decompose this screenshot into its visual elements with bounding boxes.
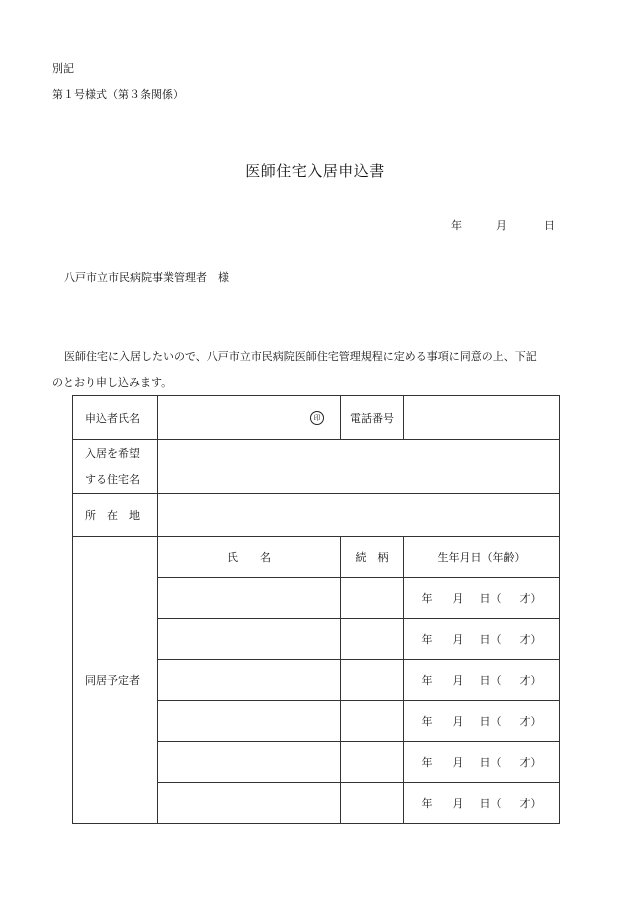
dob-day: 日（: [479, 592, 502, 605]
cohabitant-dob-field[interactable]: [404, 578, 560, 619]
dob-day: 日（: [479, 756, 502, 769]
dob-month: 月: [452, 674, 464, 687]
dob-age: 才）: [519, 592, 542, 605]
applicant-row: [73, 396, 560, 440]
phone-label: 電話番号: [341, 396, 404, 440]
dob-month: 月: [452, 592, 464, 605]
dob-month: 月: [452, 715, 464, 728]
cohabitant-dob-field[interactable]: [404, 619, 560, 660]
col-name-header: 氏 名: [158, 537, 341, 578]
applicant-name-field[interactable]: [158, 396, 341, 440]
cohabitant-relation-field[interactable]: [341, 783, 404, 824]
dob-age: 才）: [519, 756, 542, 769]
location-field[interactable]: [158, 494, 560, 537]
cohabitant-name-field[interactable]: [158, 783, 341, 824]
dob-month: 月: [452, 756, 464, 769]
cohabitant-relation-field[interactable]: [341, 619, 404, 660]
housing-label-line-2: する住宅名: [85, 472, 140, 486]
body-text-line-2: のとおり申し込みます。: [52, 376, 173, 389]
phone-field[interactable]: [404, 396, 560, 440]
cohabitant-name-field[interactable]: [158, 660, 341, 701]
dob-year: 年: [421, 633, 433, 646]
housing-row: [73, 440, 560, 494]
document-title: 医師住宅入居申込書: [245, 162, 385, 180]
cohabitant-dob-field[interactable]: [404, 701, 560, 742]
dob-age: 才）: [519, 797, 542, 810]
body-text-line-1: 医師住宅に入居したいので、八戸市立市民病院医師住宅管理規程に定める事項に同意の上、下記: [64, 350, 537, 363]
date-day-label: 日: [544, 219, 555, 232]
cohabitant-header-row: [73, 537, 560, 578]
cohabitant-relation-field[interactable]: [341, 660, 404, 701]
annex-label: 別記: [52, 62, 74, 75]
cohabitant-dob-field[interactable]: [404, 783, 560, 824]
dob-age: 才）: [519, 715, 542, 728]
cohabitant-label: 同居予定者: [73, 537, 158, 824]
location-label: 所 在 地: [73, 494, 158, 537]
date-month-label: 月: [496, 219, 507, 232]
applicant-name-label: 申込者氏名: [73, 396, 158, 440]
cohabitant-dob-field[interactable]: [404, 742, 560, 783]
dob-age: 才）: [519, 674, 542, 687]
dob-age: 才）: [519, 633, 542, 646]
col-relation-header: 続 柄: [341, 537, 404, 578]
dob-year: 年: [421, 592, 433, 605]
dob-day: 日（: [479, 633, 502, 646]
housing-label-line-1: 入居を希望: [85, 446, 140, 460]
dob-month: 月: [452, 633, 464, 646]
date-year-label: 年: [451, 219, 462, 232]
housing-name-label: [73, 440, 158, 494]
cohabitant-relation-field[interactable]: [341, 742, 404, 783]
cohabitant-relation-field[interactable]: [341, 701, 404, 742]
dob-year: 年: [421, 674, 433, 687]
dob-year: 年: [421, 756, 433, 769]
col-dob-header: 生年月日（年齢）: [404, 537, 560, 578]
dob-day: 日（: [479, 715, 502, 728]
addressee: 八戸市立市民病院事業管理者 様: [64, 271, 229, 284]
cohabitant-name-field[interactable]: [158, 742, 341, 783]
dob-day: 日（: [479, 797, 502, 810]
cohabitant-name-field[interactable]: [158, 701, 341, 742]
dob-month: 月: [452, 797, 464, 810]
housing-name-field[interactable]: [158, 440, 560, 494]
cohabitant-name-field[interactable]: [158, 578, 341, 619]
cohabitant-name-field[interactable]: [158, 619, 341, 660]
form-number: 第１号様式（第３条関係）: [52, 88, 184, 101]
seal-mark: 印: [310, 411, 324, 425]
cohabitant-relation-field[interactable]: [341, 578, 404, 619]
dob-year: 年: [421, 715, 433, 728]
cohabitant-dob-field[interactable]: [404, 660, 560, 701]
location-row: [73, 494, 560, 537]
dob-day: 日（: [479, 674, 502, 687]
application-form-table: [72, 395, 560, 824]
dob-year: 年: [421, 797, 433, 810]
